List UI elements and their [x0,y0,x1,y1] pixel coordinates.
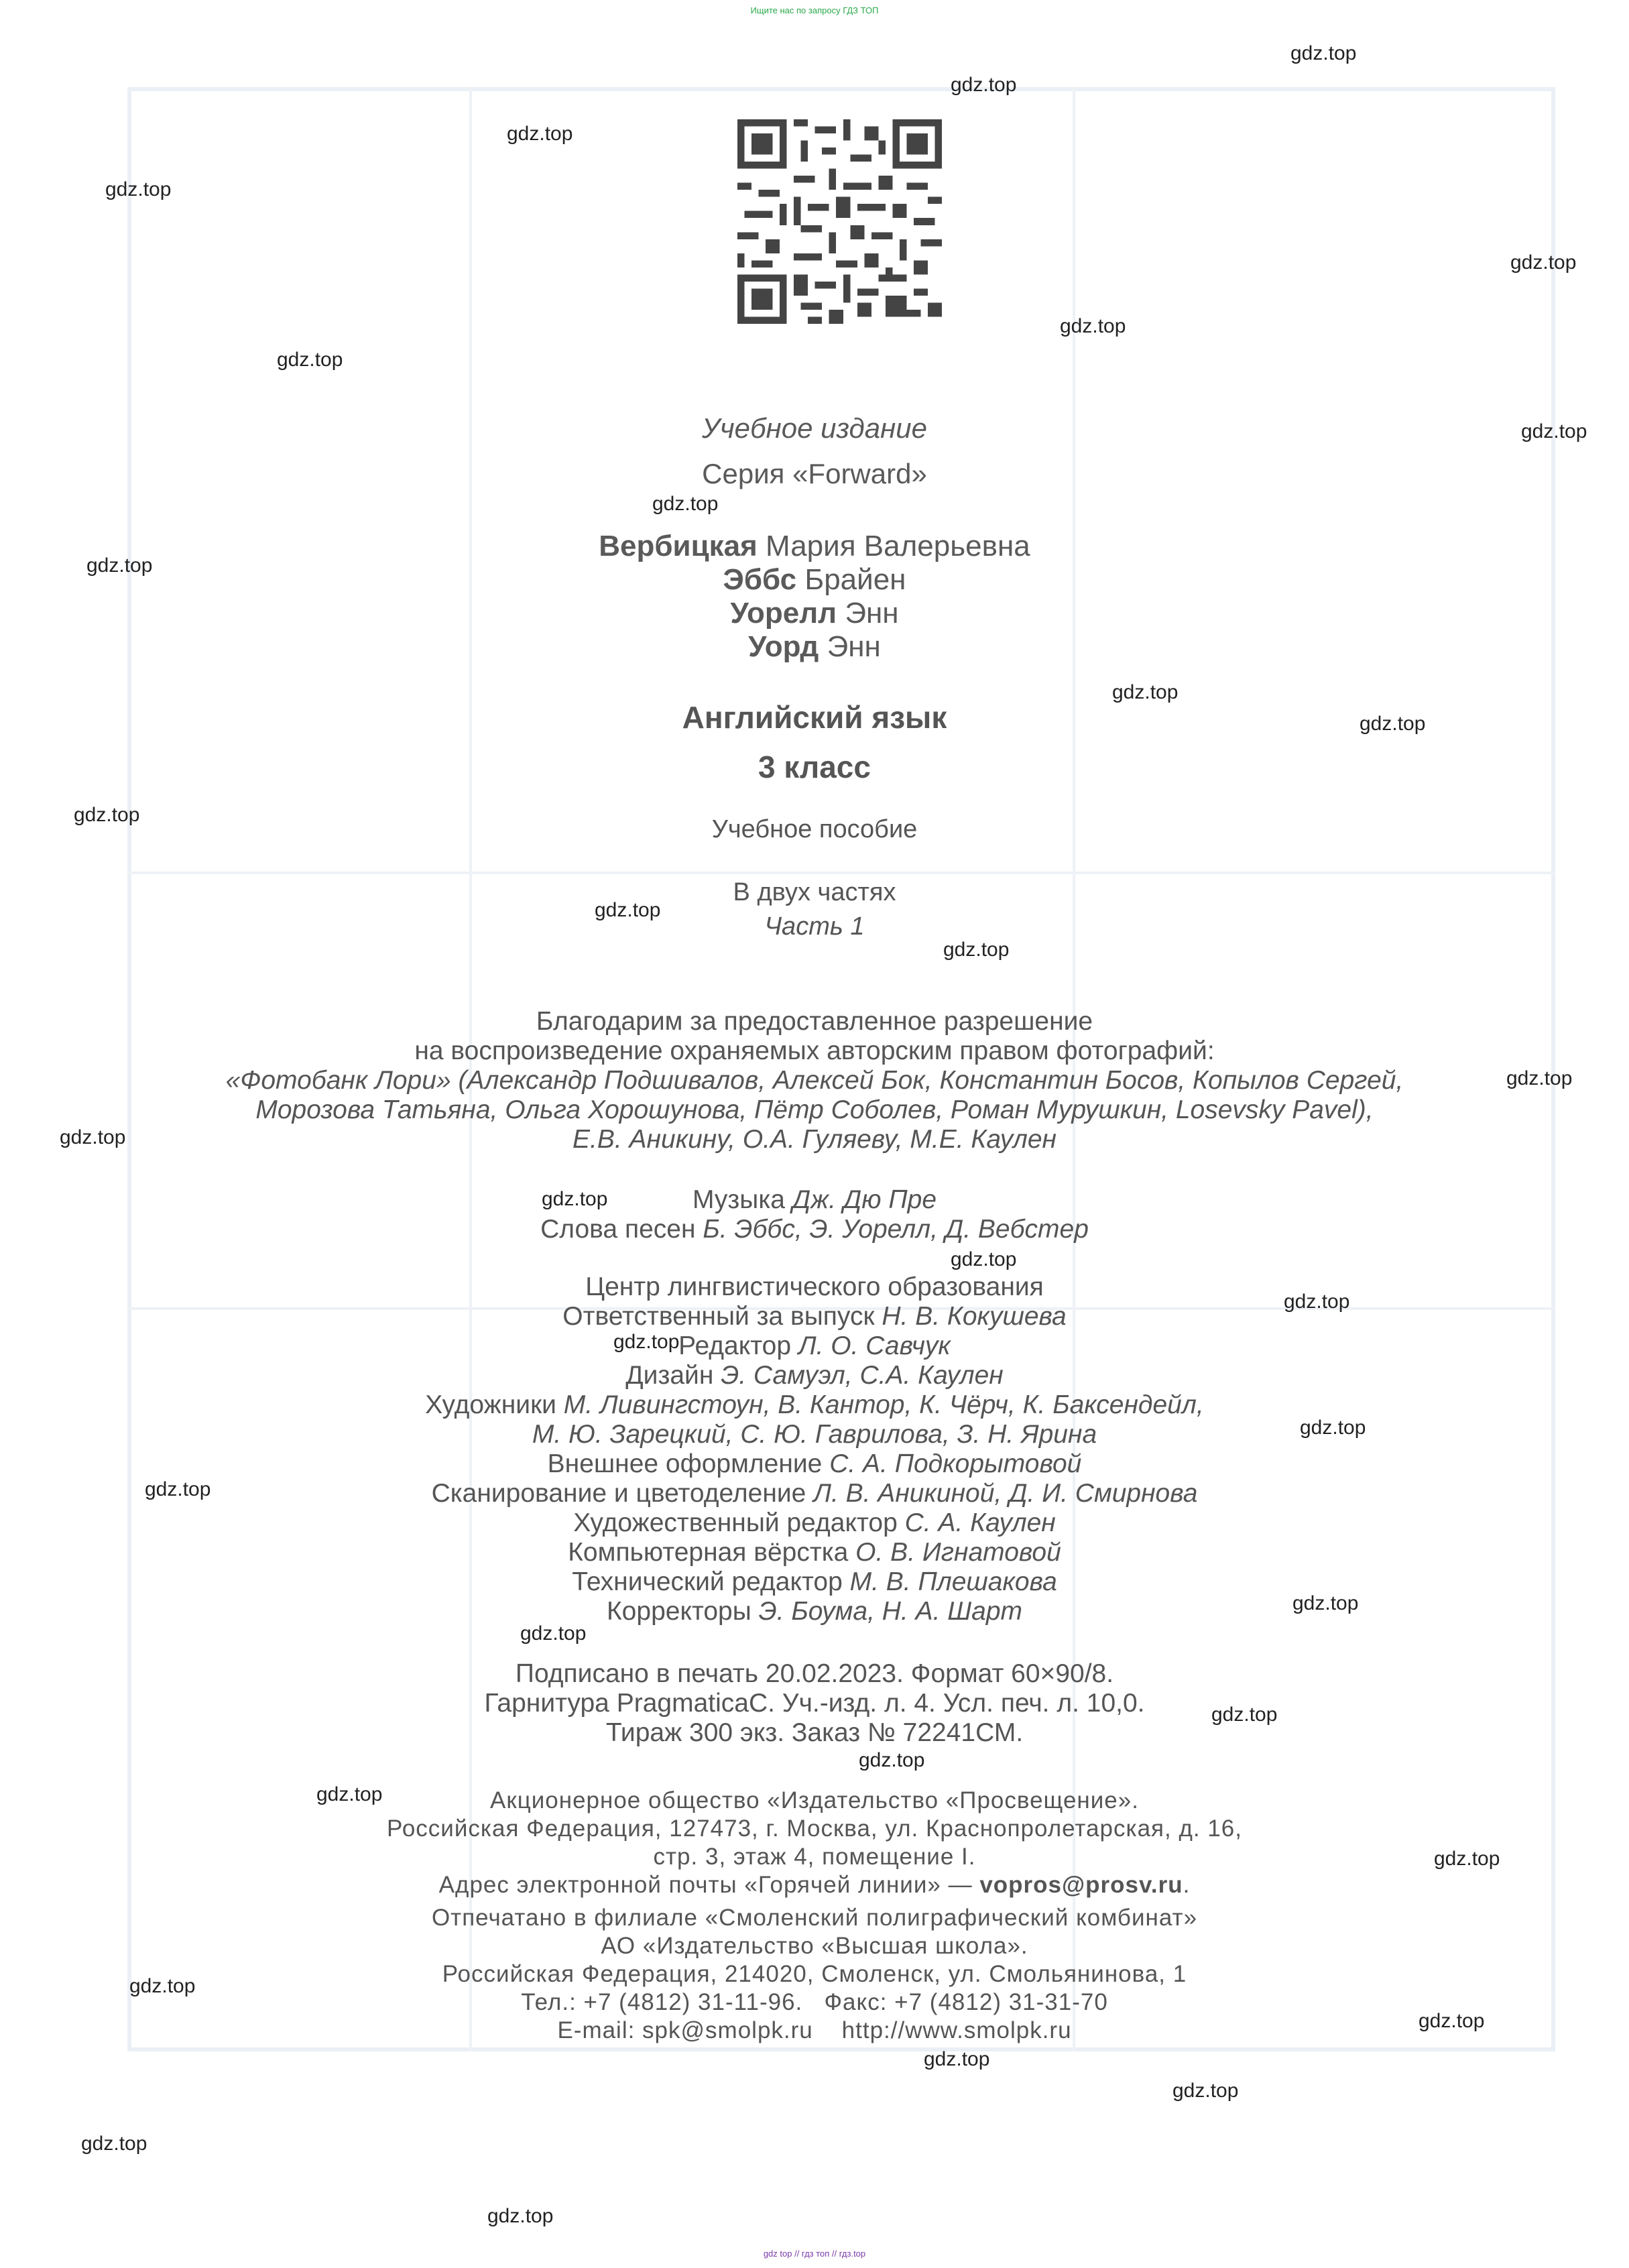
background-divider [127,872,1555,874]
watermark: gdz.top [951,74,1017,96]
watermark: gdz.top [1284,1291,1350,1313]
qr-code[interactable] [737,119,942,324]
publisher-line: Акционерное общество «Издательство «Просвещение». [490,1787,1139,1813]
thanks-line: Е.В. Аникину, О.А. Гуляеву, М.Е. Каулен [572,1125,1057,1154]
watermark: gdz.top [613,1331,680,1353]
watermark: gdz.top [1211,1704,1278,1726]
parts-block [0,878,1629,941]
author-3: Уорелл Энн [730,597,899,630]
print-line: Подписано в печать 20.02.2023. Формат 60×90/8. [515,1659,1114,1688]
watermark: gdz.top [1521,420,1587,442]
watermark: gdz.top [924,2048,990,2070]
printer-line: АО «Издательство «Высшая школа». [601,1933,1028,1959]
thanks-line: Благодарим за предоставленное разрешение [536,1007,1093,1036]
staff-line: Компьютерная вёрстка О. В. Игнатовой [568,1538,1061,1567]
subject-title: Английский язык [682,700,947,735]
staff-line: Ответственный за выпуск Н. В. Кокушева [562,1302,1067,1331]
watermark: gdz.top [129,1975,196,1997]
print-line: Гарнитура PragmaticaC. Уч.-изд. л. 4. Усл. печ. л. 10,0. [484,1689,1145,1718]
watermark: gdz.top [1292,1592,1359,1614]
watermark: gdz.top [542,1188,608,1210]
music-block [0,1185,1629,1244]
staff-line: Внешнее оформление С. А. Подкорытовой [547,1449,1082,1478]
watermark: gdz.top [487,2205,554,2227]
staff-line: Центр лингвистического образования [585,1272,1044,1301]
watermark: gdz.top [316,1783,383,1805]
watermark: gdz.top [1290,42,1357,64]
watermark: gdz.top [86,554,153,577]
printer-line: Тел.: +7 (4812) 31-11-96. Факс: +7 (4812) 31-31-70 [521,1989,1108,2015]
publisher-line: Адрес электронной почты «Горячей линии» — vopros@prosv.ru. [438,1872,1191,1898]
publisher-line: стр. 3, этаж 4, помещение I. [653,1844,976,1870]
printer-line: Отпечатано в филиале «Смоленский полиграфический комбинат» [431,1905,1198,1931]
watermark: gdz.top [652,493,719,515]
watermark: gdz.top [1060,315,1126,337]
print-line: Тираж 300 экз. Заказ № 72241СМ. [605,1718,1024,1747]
staff-line: Художники М. Ливингстоун, В. Кантор, К. Чёрч, К. Баксендейл, [425,1390,1204,1419]
watermark: gdz.top [520,1622,587,1645]
authors-block [0,530,1629,664]
watermark: gdz.top [60,1126,126,1148]
watermark: gdz.top [105,178,172,200]
watermark: gdz.top [145,1478,211,1500]
series-name: Серия «Forward» [702,458,927,489]
thanks-line: Морозова Татьяна, Ольга Хорошунова, Пётр Соболев, Роман Мурушкин, Losevsky Pavel), [255,1095,1374,1124]
watermark: gdz.top [595,899,661,921]
print-block [0,1659,1629,1748]
thanks-line: на воспроизведение охраняемых авторским правом фотографий: [414,1036,1215,1065]
type-block [0,815,1629,844]
grade-title: 3 класс [758,750,871,784]
staff-line: Технический редактор М. В. Плешакова [572,1567,1057,1596]
staff-line: Сканирование и цветоделение Л. В. Аникиной, Д. И. Смирнова [431,1479,1198,1508]
thanks-block [0,1007,1629,1154]
grade-block [0,749,1629,785]
book-parts: В двух частях [733,878,896,906]
watermark: gdz.top [1419,2010,1485,2032]
printer-line: E-mail: spk@smolpk.ru http://www.smolpk.ru [557,2017,1072,2043]
staff-line: Дизайн Э. Самуэл, С.А. Каулен [625,1361,1004,1390]
watermark: gdz.top [277,349,343,371]
printer-block [0,1904,1629,2045]
printer-line: Российская Федерация, 214020, Смоленск, ул. Смольянинова, 1 [442,1961,1187,1987]
author-1: Вербицкая Мария Валерьевна [599,530,1030,562]
edition-block [0,412,1629,444]
watermark: gdz.top [1112,681,1179,703]
watermark: gdz.top [1300,1417,1366,1439]
hotline-email-link[interactable]: vopros@prosv.ru [979,1872,1183,1898]
watermark: gdz.top [1510,251,1577,274]
watermark: gdz.top [1172,2080,1239,2102]
watermark: gdz.top [74,804,140,826]
staff-block [0,1272,1629,1626]
lyrics-line: Слова песен Б. Эббс, Э. Уорелл, Д. Вебстер [540,1215,1089,1244]
watermark: gdz.top [507,123,573,145]
series-block [0,458,1629,490]
watermark: gdz.top [1434,1848,1500,1870]
edition-type: Учебное издание [702,412,927,444]
author-2: Эббс Брайен [723,563,906,596]
watermark: gdz.top [1506,1067,1573,1089]
staff-line: Корректоры Э. Боума, Н. А. Шарт [606,1597,1023,1626]
watermark: gdz.top [951,1248,1017,1270]
watermark: gdz.top [943,939,1010,961]
footer-note: gdz top // гдз топ // гдз.top [763,2249,866,2259]
publisher-line: Российская Федерация, 127473, г. Москва, ул. Краснопролетарская, д. 16, [387,1815,1242,1842]
watermark: gdz.top [1360,713,1426,735]
thanks-line: «Фотобанк Лори» (Александр Подшивалов, Алексей Бок, Константин Босов, Копылов Сергей, [225,1066,1404,1095]
book-part: Часть 1 [764,912,865,941]
watermark: gdz.top [81,2133,147,2155]
watermark: gdz.top [859,1749,925,1771]
publisher-block [0,1787,1629,1899]
music-line: Музыка Дж. Дю Пре [692,1185,937,1214]
staff-line: Художественный редактор С. А. Каулен [573,1508,1056,1537]
book-type: Учебное пособие [711,815,918,843]
header-note: Ищите нас по запросу ГДЗ ТОП [750,5,879,15]
staff-line: М. Ю. Зарецкий, С. Ю. Гаврилова, З. Н. Ярина [532,1420,1097,1449]
author-4: Уорд Энн [748,630,881,663]
staff-line: Редактор Л. О. Савчук [678,1331,951,1360]
